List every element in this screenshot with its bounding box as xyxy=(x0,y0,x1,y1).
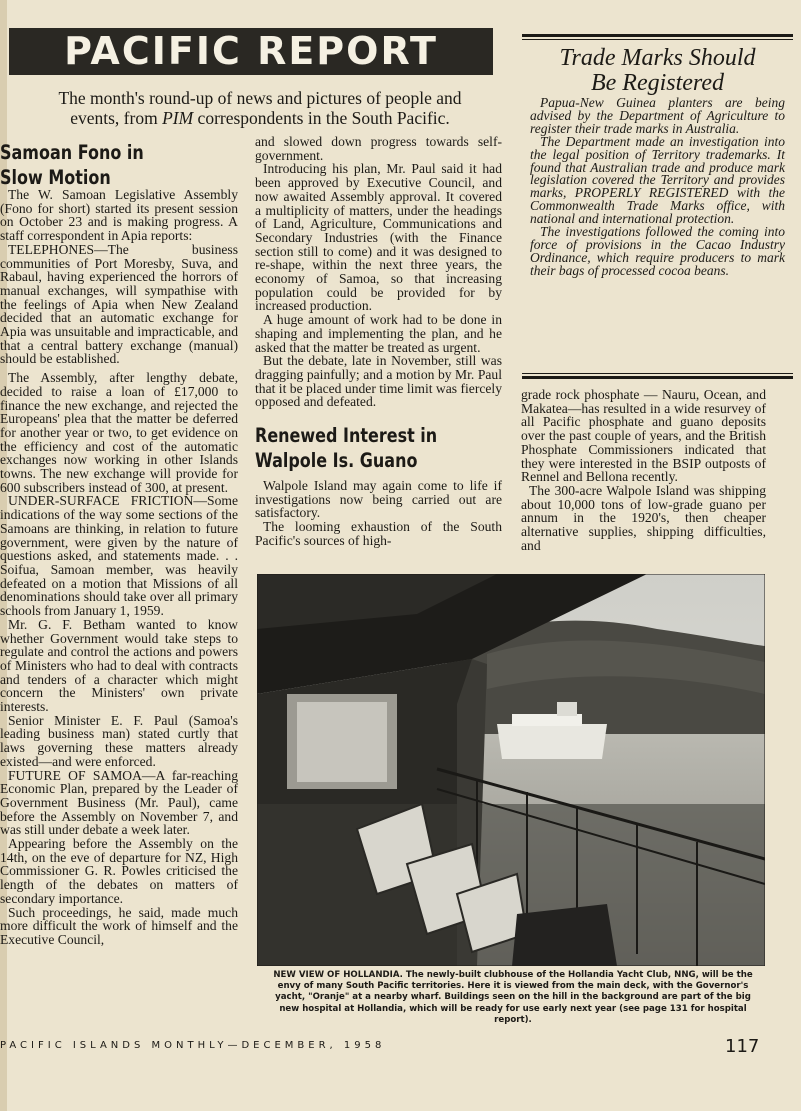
walpole-cont-para: The 300-acre Walpole Island was shipping about 10,000 tons of low-grade guano per annum in the 1920's, then cheaper alternative supplies, shipping difficulties, and xyxy=(521,482,766,553)
page-number: 117 xyxy=(725,1036,760,1057)
samoa-para: Mr. G. F. Betham wanted to know whether Government would take steps to regulate and control the actions and powers of Ministers who had to deal with contracts and tenders of a character which might concern the Ministers' own private interests. xyxy=(0,616,238,715)
samoa-para: Senior Minister E. F. Paul (Samoa's leading business man) stated curtly that laws governing these matters already existed—and were enforced. xyxy=(0,712,238,769)
samoa-para: Such proceedings, he said, made much more difficult the work of himself and the Executive Council, xyxy=(0,904,238,947)
samoa-headline-2: Slow Motion xyxy=(0,166,111,189)
walpole-headline xyxy=(255,423,502,475)
walpole-body xyxy=(255,479,502,548)
trademarks-para: The investigations followed the coming into force of provisions in the Cacao Industry Ordinance, which require producers to mark their bags of processed cocoa beans. xyxy=(530,224,785,278)
trademarks-title-1: Trade Marks Should xyxy=(559,45,756,71)
walpole-headline-1: Renewed Interest in xyxy=(255,424,438,448)
trademarks-title xyxy=(522,46,793,96)
hollandia-photo xyxy=(257,574,765,966)
samoa-para: TELEPHONES—The business communities of Port Moresby, Suva, and Rabaul, having experienced the horrors of manual exchanges, will sympathise with the feelings of Apia when New Zealand decided that an automatic exchange for Apia was unsuitable and impracticable, and that a central battery exchange (manual) should be established. xyxy=(0,241,238,367)
walpole-para: Walpole Island may again come to life if investigations now being carried out are satisfactory. xyxy=(255,478,502,521)
box-bottom-rule-thin xyxy=(522,373,793,374)
caption-lead: NEW VIEW OF HOLLANDIA. xyxy=(273,970,403,980)
samoa-article xyxy=(0,140,238,947)
samoa-cont-para: Introducing his plan, Mr. Paul said it had been approved by Executive Council, and now awaited Assembly approval. It covered a multiplicity of matters, under the headings of Land, Agriculture, Communications and Secondary Industries (with the Finance section still to come) and it was designed to re-shape, within the next three years, the economy of Samoa, so that increasing population could be provided for by increased production. xyxy=(255,161,502,314)
samoa-para: Appearing before the Assembly on the 14th, on the eve of departure for NZ, High Commissioner G. R. Powles criticised the length of the debates on matters of secondary importance. xyxy=(0,836,238,906)
samoa-cont-para: A huge amount of work had to be done in shaping and implementing the plan, and he asked that the matter be treated as urgent. xyxy=(255,312,502,355)
walpole-headline-2: Walpole Is. Guano xyxy=(255,449,418,473)
subtitle-line2-post: correspondents in the South Pacific. xyxy=(193,108,450,128)
trademarks-para: Papua-New Guinea planters are being advised by the Department of Agriculture to register their trade marks in Australia. xyxy=(530,95,785,136)
samoa-continued xyxy=(255,135,502,409)
page-footer: PACIFIC ISLANDS MONTHLY—DECEMBER, 1958 xyxy=(0,1040,386,1051)
trademarks-title-2: Be Registered xyxy=(590,70,725,96)
samoa-para: FUTURE OF SAMOA—A far-reaching Economic Plan, prepared by the Leader of Government Business (Mr. Paul), came before the Assembly on November 7, and was still under debate a week later. xyxy=(0,767,238,838)
samoa-para: UNDER-SURFACE FRICTION—Some indications of the way some sections of the Samoans are thinking, in relation to future government, were given by the nature of questions asked, and statements made. . . Soifua, Samoan member, was heavily defeated on a motion that Missions of all denominations should take over all primary schools from January 1, 1959. xyxy=(0,493,238,619)
box-top-rule xyxy=(522,34,793,37)
trademarks-para: The Department made an investigation into the legal position of Territory trademarks. It found that Australian trade and produce mark legislation covered the Territory and provides marks, PROPERLY REGISTERED with the Commonwealth Trade Marks office, with national and international protection. xyxy=(530,133,785,227)
samoa-cont-para: But the debate, late in November, still was dragging painfully; and a motion by Mr. Paul that it be placed under time limit was fiercely opposed and defeated. xyxy=(255,353,502,410)
column-middle xyxy=(255,135,502,548)
subtitle-line1: The month's round-up of news and pictures of people and xyxy=(58,88,462,108)
walpole-cont-para: grade rock phosphate — Nauru, Ocean, and Makatea—has resulted in a wide resurvey of all Pacific phosphate and guano deposits over the past couple of years, and the British Phosphate Commissioners indicated that they were interested in the BSIP outposts of Rennel and Bellona recently. xyxy=(521,387,766,485)
box-top-rule-thin xyxy=(522,39,793,40)
samoa-cont-para: and slowed down progress towards self-government. xyxy=(255,134,502,163)
trademarks-body xyxy=(530,97,785,278)
section-banner xyxy=(9,28,493,75)
walpole-continued xyxy=(521,388,766,552)
caption-body: The newly-built clubhouse of the Hollandia Yacht Club, NNG, will be the envy of many South Pacific territories. Here it is viewed from the main deck, with the Governor's yacht, "Oranje" at a nearby wharf. Buildings seen on the hill in the background are part of the big new hospital at Hollandia, which will be ready for use early next year (see page 131 for hospital report). xyxy=(275,970,753,1025)
subtitle-line2-pre: events, from xyxy=(70,108,163,128)
subtitle-pim: PIM xyxy=(162,108,194,128)
photo-caption xyxy=(268,970,758,1026)
walpole-para: The looming exhaustion of the South Pacific's sources of high- xyxy=(255,519,502,548)
samoa-para: The Assembly, after lengthy debate, decided to raise a loan of £17,000 to finance the new exchange, and rejected the Europeans' plea that the matter be deferred for another year or two, to get evidence on the efficiency and cost of the automatic exchanges now working in other Islands towns. The new exchange will provide for 600 subscribers instead of 300, at present. xyxy=(0,370,238,495)
banner-subtitle xyxy=(25,88,495,128)
samoa-headline-1: Samoan Fono in xyxy=(0,141,144,164)
box-bottom-rule xyxy=(522,376,793,379)
samoa-body xyxy=(0,188,238,947)
banner-title: PACIFIC REPORT xyxy=(64,29,438,73)
trademarks-box xyxy=(522,34,793,380)
samoa-para: The W. Samoan Legislative Assembly (Fono for short) started its present session on October 23 and is making progress. A staff correspondent in Apia reports: xyxy=(0,187,238,244)
